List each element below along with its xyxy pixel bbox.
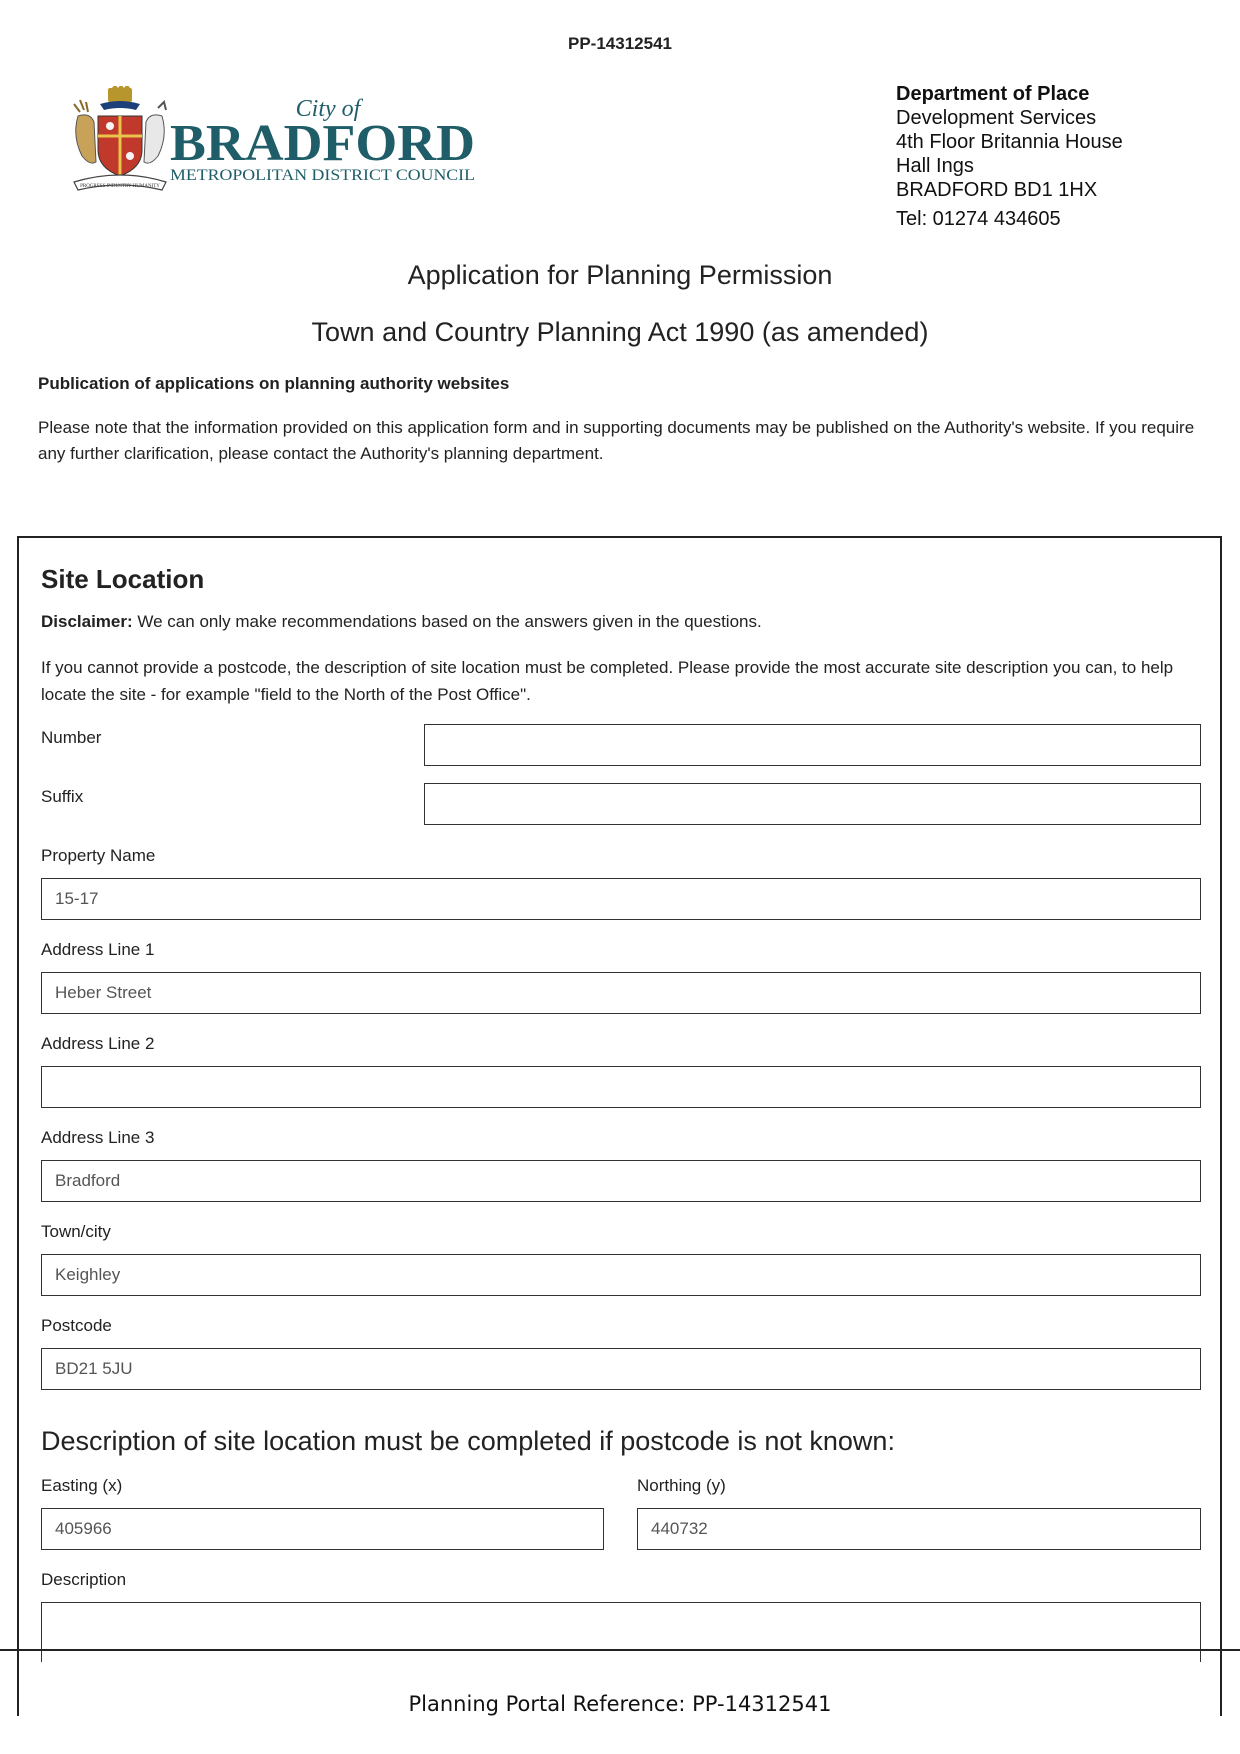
- disclaimer-text: We can only make recommendations based on the answers given in the questions.: [132, 612, 762, 631]
- department-line: BRADFORD BD1 1HX: [896, 179, 1098, 201]
- address-line-1-label: Address Line 1: [41, 940, 155, 959]
- footer-reference: Planning Portal Reference: PP-14312541: [408, 1692, 832, 1716]
- site-location-section: [17, 536, 1222, 1716]
- northing-field[interactable]: 440732: [637, 1508, 1201, 1550]
- bradford-council-logo: [70, 86, 490, 204]
- number-field[interactable]: [424, 724, 1201, 766]
- form-title: Application for Planning Permission: [407, 260, 833, 290]
- footer-divider: [0, 1649, 1240, 1651]
- publication-text: Please note that the information provided on this application form and in supporting documents may be published on the Authority's website. If you require any further clarification, please contact the Authority's planning department.: [38, 418, 1195, 463]
- logo-city-of: City of: [295, 96, 361, 122]
- publication-heading: Publication of applications on planning authority websites: [38, 374, 510, 393]
- address-line-3-label: Address Line 3: [41, 1128, 155, 1147]
- department-address: [896, 82, 1123, 231]
- easting-field[interactable]: 405966: [41, 1508, 604, 1550]
- section-title: Site Location: [41, 564, 205, 594]
- town-city-label: Town/city: [41, 1222, 111, 1241]
- logo-motto: PROGRESS INDUSTRY HUMANITY: [80, 184, 160, 189]
- coat-of-arms-icon: [74, 86, 166, 190]
- description-field[interactable]: [41, 1602, 1201, 1662]
- town-city-field[interactable]: Keighley: [41, 1254, 1201, 1296]
- number-label: Number: [41, 728, 102, 747]
- department-telephone: Tel: 01274 434605: [896, 208, 1061, 230]
- address-line-1-field[interactable]: Heber Street: [41, 972, 1201, 1014]
- postcode-label: Postcode: [41, 1316, 112, 1335]
- department-line: Development Services: [896, 107, 1097, 129]
- property-name-label: Property Name: [41, 846, 156, 865]
- property-name-field[interactable]: 15-17: [41, 878, 1201, 920]
- northing-label: Northing (y): [637, 1476, 726, 1495]
- address-line-2-label: Address Line 2: [41, 1034, 155, 1053]
- disclaimer-label: Disclaimer:: [41, 612, 133, 631]
- department-line: Hall Ings: [896, 155, 974, 177]
- department-name: Department of Place: [896, 83, 1090, 105]
- postcode-field[interactable]: BD21 5JU: [41, 1348, 1201, 1390]
- address-line-2-field[interactable]: [41, 1066, 1201, 1108]
- department-line: 4th Floor Britannia House: [896, 131, 1123, 153]
- form-act-title: Town and Country Planning Act 1990 (as amended): [311, 317, 929, 347]
- postcode-info-text: If you cannot provide a postcode, the description of site location must be completed. Please provide the most accurate site description you can, to help locate the site - for example "field to the North of the Post Office".: [41, 658, 1174, 704]
- easting-label: Easting (x): [41, 1476, 123, 1495]
- suffix-label: Suffix: [41, 787, 84, 806]
- logo-council-name: METROPOLITAN DISTRICT COUNCIL: [170, 167, 475, 184]
- suffix-field[interactable]: [424, 783, 1201, 825]
- description-label: Description: [41, 1570, 127, 1589]
- reference-number: PP-14312541: [568, 34, 672, 53]
- disclaimer: [41, 612, 762, 632]
- address-line-3-field[interactable]: Bradford: [41, 1160, 1201, 1202]
- description-heading: Description of site location must be completed if postcode is not known:: [41, 1426, 895, 1456]
- logo-bradford: BRADFORD: [170, 115, 475, 172]
